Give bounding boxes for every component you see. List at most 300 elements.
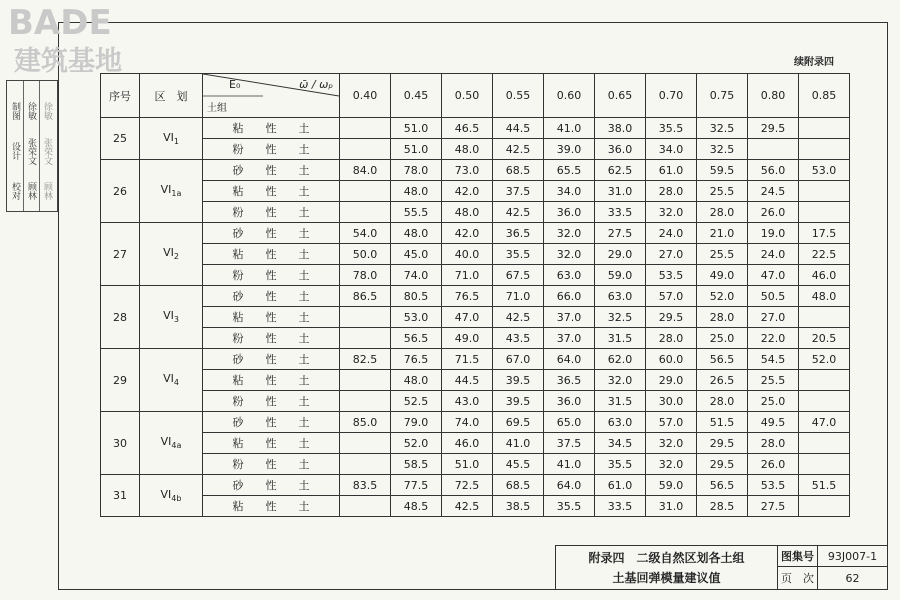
modulus-value: 36.0 [595, 139, 646, 160]
soil-type: 粘性土 [203, 307, 340, 328]
zone-name [140, 286, 203, 349]
modulus-value: 65.0 [544, 412, 595, 433]
modulus-value: 26.5 [697, 370, 748, 391]
modulus-value: 29.5 [697, 433, 748, 454]
modulus-value: 71.5 [442, 349, 493, 370]
modulus-value: 46.5 [442, 118, 493, 139]
modulus-value: 39.0 [544, 139, 595, 160]
zone-subscript: 4b [171, 494, 182, 504]
header-col: 0.60 [544, 74, 595, 118]
modulus-value: 27.5 [748, 496, 799, 517]
modulus-value: 59.5 [697, 160, 748, 181]
modulus-value [340, 202, 391, 223]
modulus-value: 28.0 [697, 391, 748, 412]
modulus-value: 83.5 [340, 475, 391, 496]
modulus-value: 33.5 [595, 496, 646, 517]
zone-name [140, 412, 203, 475]
modulus-value: 47.0 [748, 265, 799, 286]
modulus-value: 34.0 [646, 139, 697, 160]
modulus-value: 25.5 [748, 370, 799, 391]
modulus-value: 39.5 [493, 370, 544, 391]
modulus-value: 31.0 [595, 181, 646, 202]
zone-name [140, 349, 203, 412]
modulus-value [340, 454, 391, 475]
modulus-value: 45.0 [391, 244, 442, 265]
modulus-value: 47.0 [442, 307, 493, 328]
header-no: 序号 [101, 74, 140, 118]
modulus-value: 22.0 [748, 328, 799, 349]
zone-code: VI [163, 309, 174, 323]
modulus-value: 29.5 [748, 118, 799, 139]
modulus-value: 32.5 [697, 139, 748, 160]
modulus-value: 47.0 [799, 412, 850, 433]
modulus-value [340, 307, 391, 328]
modulus-value: 48.0 [391, 370, 442, 391]
modulus-value: 42.5 [442, 496, 493, 517]
modulus-value: 62.0 [595, 349, 646, 370]
soil-type: 粉性土 [203, 328, 340, 349]
signature-drafting: 徐敏 [42, 102, 52, 120]
modulus-table-container [100, 73, 850, 517]
table-row [101, 496, 850, 517]
modulus-value [799, 139, 850, 160]
modulus-value: 24.0 [646, 223, 697, 244]
modulus-value: 27.0 [646, 244, 697, 265]
modulus-value: 32.0 [646, 202, 697, 223]
zone-subscript: 4 [173, 378, 179, 388]
modulus-value: 35.5 [544, 496, 595, 517]
modulus-value: 42.5 [493, 202, 544, 223]
modulus-value: 36.5 [544, 370, 595, 391]
modulus-value [799, 370, 850, 391]
zone-subscript: 3 [173, 315, 179, 325]
modulus-value: 35.5 [646, 118, 697, 139]
modulus-value: 64.0 [544, 475, 595, 496]
modulus-value: 32.0 [646, 454, 697, 475]
page-number: 62 [845, 571, 860, 585]
modulus-value: 36.0 [544, 391, 595, 412]
modulus-value: 32.0 [595, 370, 646, 391]
modulus-value: 25.5 [697, 244, 748, 265]
modulus-value: 40.0 [442, 244, 493, 265]
modulus-value: 56.5 [697, 349, 748, 370]
modulus-value: 29.0 [595, 244, 646, 265]
modulus-value: 36.5 [493, 223, 544, 244]
modulus-value: 46.0 [799, 265, 850, 286]
zone-code: VI [160, 183, 172, 197]
soil-type: 砂性土 [203, 412, 340, 433]
modulus-value: 37.0 [544, 328, 595, 349]
header-col: 0.55 [493, 74, 544, 118]
modulus-value: 28.5 [697, 496, 748, 517]
atlas-label: 图集号 [778, 546, 818, 567]
modulus-value: 35.5 [595, 454, 646, 475]
table-row [101, 223, 850, 244]
modulus-value: 67.0 [493, 349, 544, 370]
modulus-value: 52.0 [697, 286, 748, 307]
modulus-value: 48.0 [799, 286, 850, 307]
modulus-value: 56.0 [748, 160, 799, 181]
soil-type: 砂性土 [203, 475, 340, 496]
table-row [101, 475, 850, 496]
modulus-value: 28.0 [646, 328, 697, 349]
modulus-value: 53.5 [748, 475, 799, 496]
modulus-value [799, 118, 850, 139]
table-row [101, 118, 850, 139]
modulus-value: 51.5 [799, 475, 850, 496]
modulus-value: 63.0 [544, 265, 595, 286]
modulus-value: 49.0 [697, 265, 748, 286]
modulus-value [340, 433, 391, 454]
modulus-value: 43.0 [442, 391, 493, 412]
table-header-row [101, 74, 850, 118]
modulus-value: 17.5 [799, 223, 850, 244]
modulus-value: 26.0 [748, 202, 799, 223]
modulus-value [799, 391, 850, 412]
modulus-value: 41.0 [493, 433, 544, 454]
name-design: 张荣文 [26, 137, 36, 165]
modulus-value: 76.5 [442, 286, 493, 307]
zone-name [140, 223, 203, 286]
modulus-value: 24.5 [748, 181, 799, 202]
table-row [101, 307, 850, 328]
zone-number: 28 [101, 286, 140, 349]
watermark-site: 建筑基地 [14, 46, 122, 76]
modulus-value [340, 118, 391, 139]
modulus-value: 41.0 [544, 118, 595, 139]
modulus-value: 25.5 [697, 181, 748, 202]
modulus-value: 79.0 [391, 412, 442, 433]
soil-type: 粉性土 [203, 202, 340, 223]
approval-col-signatures [39, 81, 55, 211]
modulus-value: 62.5 [595, 160, 646, 181]
role-drafting: 制图 [10, 102, 20, 120]
modulus-value: 43.5 [493, 328, 544, 349]
modulus-value: 32.5 [697, 118, 748, 139]
modulus-value: 61.0 [646, 160, 697, 181]
modulus-value [799, 181, 850, 202]
modulus-value: 28.0 [748, 433, 799, 454]
modulus-value: 28.0 [697, 202, 748, 223]
zone-subscript: 2 [173, 252, 179, 262]
modulus-value: 76.5 [391, 349, 442, 370]
header-ratio: ω̄ / ωₚ [299, 78, 333, 91]
modulus-value: 21.0 [697, 223, 748, 244]
modulus-value [799, 454, 850, 475]
soil-type: 粘性土 [203, 433, 340, 454]
soil-type: 粉性土 [203, 454, 340, 475]
title-block [555, 545, 887, 589]
header-diagonal-cell [203, 74, 340, 118]
modulus-value: 69.5 [493, 412, 544, 433]
modulus-value: 31.5 [595, 328, 646, 349]
table-row [101, 328, 850, 349]
modulus-value: 28.0 [697, 307, 748, 328]
table-row [101, 349, 850, 370]
header-col: 0.70 [646, 74, 697, 118]
watermark-brand: BADE [8, 3, 112, 43]
page-label: 页 次 [778, 567, 818, 589]
table-body [101, 118, 850, 517]
modulus-value: 71.0 [442, 265, 493, 286]
header-eo: E₀ [229, 78, 241, 91]
zone-code: VI [163, 372, 174, 386]
role-design: 设计 [10, 142, 20, 160]
modulus-value: 46.0 [442, 433, 493, 454]
modulus-value: 29.0 [646, 370, 697, 391]
modulus-value: 41.0 [544, 454, 595, 475]
soil-type: 粉性土 [203, 139, 340, 160]
modulus-value: 52.0 [799, 349, 850, 370]
modulus-value: 52.0 [391, 433, 442, 454]
modulus-value [340, 328, 391, 349]
name-check: 顾林 [26, 182, 36, 200]
soil-type: 粘性土 [203, 370, 340, 391]
table-row [101, 391, 850, 412]
modulus-value: 63.0 [595, 412, 646, 433]
zone-number: 30 [101, 412, 140, 475]
header-col: 0.45 [391, 74, 442, 118]
modulus-value: 53.5 [646, 265, 697, 286]
zone-code: VI [163, 246, 174, 260]
modulus-value: 64.0 [544, 349, 595, 370]
modulus-value: 53.0 [799, 160, 850, 181]
approval-col-names [23, 81, 40, 211]
modulus-value: 71.0 [493, 286, 544, 307]
drawing-title-line1: 附录四 二级自然区划各土组 [588, 551, 745, 565]
modulus-value: 50.0 [340, 244, 391, 265]
modulus-value: 48.0 [442, 139, 493, 160]
atlas-number: 93J007-1 [818, 546, 887, 567]
modulus-value [799, 202, 850, 223]
role-check: 校对 [10, 182, 20, 200]
soil-type: 粉性土 [203, 391, 340, 412]
table-row [101, 433, 850, 454]
modulus-value: 33.5 [595, 202, 646, 223]
header-zone: 区 划 [140, 74, 203, 118]
table-row [101, 454, 850, 475]
modulus-value: 51.5 [697, 412, 748, 433]
header-col: 0.50 [442, 74, 493, 118]
modulus-value [748, 139, 799, 160]
modulus-value: 51.0 [391, 118, 442, 139]
soil-type: 粘性土 [203, 118, 340, 139]
modulus-value: 38.0 [595, 118, 646, 139]
modulus-value: 61.0 [595, 475, 646, 496]
modulus-value: 86.5 [340, 286, 391, 307]
modulus-value: 25.0 [697, 328, 748, 349]
soil-type: 粘性土 [203, 496, 340, 517]
modulus-value: 52.5 [391, 391, 442, 412]
approval-col-roles [7, 81, 24, 211]
soil-type: 砂性土 [203, 349, 340, 370]
modulus-value: 27.0 [748, 307, 799, 328]
zone-name [140, 475, 203, 517]
modulus-value: 48.0 [442, 202, 493, 223]
zone-code: VI [163, 130, 174, 144]
zone-code: VI [160, 487, 172, 501]
modulus-value: 82.5 [340, 349, 391, 370]
soil-type: 粘性土 [203, 181, 340, 202]
table-row [101, 160, 850, 181]
modulus-value: 48.5 [391, 496, 442, 517]
modulus-value: 30.0 [646, 391, 697, 412]
soil-type: 粘性土 [203, 244, 340, 265]
modulus-value: 49.0 [442, 328, 493, 349]
table-row [101, 265, 850, 286]
modulus-value: 65.5 [544, 160, 595, 181]
modulus-value: 74.0 [391, 265, 442, 286]
modulus-value: 78.0 [340, 265, 391, 286]
modulus-value [340, 181, 391, 202]
zone-number: 29 [101, 349, 140, 412]
modulus-value: 32.0 [646, 433, 697, 454]
modulus-value [340, 370, 391, 391]
header-col: 0.40 [340, 74, 391, 118]
modulus-value: 25.0 [748, 391, 799, 412]
soil-type: 砂性土 [203, 286, 340, 307]
table-row [101, 370, 850, 391]
modulus-value: 59.0 [595, 265, 646, 286]
modulus-value: 22.5 [799, 244, 850, 265]
modulus-value: 42.0 [442, 223, 493, 244]
soil-type: 砂性土 [203, 160, 340, 181]
modulus-value: 84.0 [340, 160, 391, 181]
header-soil-group: 土组 [207, 103, 227, 114]
modulus-value [799, 307, 850, 328]
modulus-value: 57.0 [646, 412, 697, 433]
bade-watermark-logo [6, 2, 156, 76]
modulus-value: 54.5 [748, 349, 799, 370]
modulus-value: 28.0 [646, 181, 697, 202]
modulus-value [340, 139, 391, 160]
zone-code: VI [160, 435, 172, 449]
modulus-value: 63.0 [595, 286, 646, 307]
modulus-value: 37.5 [493, 181, 544, 202]
modulus-value: 37.5 [544, 433, 595, 454]
zone-name [140, 118, 203, 160]
modulus-value: 32.0 [544, 244, 595, 265]
modulus-value: 51.0 [391, 139, 442, 160]
modulus-value: 60.0 [646, 349, 697, 370]
modulus-value: 53.0 [391, 307, 442, 328]
modulus-value: 26.0 [748, 454, 799, 475]
modulus-value: 31.0 [646, 496, 697, 517]
table-row [101, 244, 850, 265]
zone-subscript: 1a [171, 189, 182, 199]
modulus-value: 31.5 [595, 391, 646, 412]
modulus-value: 58.5 [391, 454, 442, 475]
modulus-value: 24.0 [748, 244, 799, 265]
modulus-value: 29.5 [646, 307, 697, 328]
modulus-value: 45.5 [493, 454, 544, 475]
modulus-value [799, 433, 850, 454]
table-row [101, 202, 850, 223]
modulus-value: 59.0 [646, 475, 697, 496]
modulus-table [100, 73, 850, 517]
drawing-title-line2: 土基回弹模量建议值 [612, 571, 721, 585]
modulus-value: 48.0 [391, 223, 442, 244]
header-col: 0.65 [595, 74, 646, 118]
zone-subscript: 1 [173, 137, 179, 147]
name-drafting: 徐敏 [26, 102, 36, 120]
table-row [101, 139, 850, 160]
modulus-value: 50.5 [748, 286, 799, 307]
modulus-value: 35.5 [493, 244, 544, 265]
modulus-value: 54.0 [340, 223, 391, 244]
zone-number: 27 [101, 223, 140, 286]
zone-number: 31 [101, 475, 140, 517]
modulus-value [340, 496, 391, 517]
modulus-value: 68.5 [493, 475, 544, 496]
modulus-value: 66.0 [544, 286, 595, 307]
modulus-value: 51.0 [442, 454, 493, 475]
signature-design: 张荣文 [42, 137, 52, 165]
modulus-value: 42.5 [493, 139, 544, 160]
modulus-value: 55.5 [391, 202, 442, 223]
modulus-value: 29.5 [697, 454, 748, 475]
table-row [101, 412, 850, 433]
modulus-value: 49.5 [748, 412, 799, 433]
modulus-value: 68.5 [493, 160, 544, 181]
modulus-value: 77.5 [391, 475, 442, 496]
zone-number: 25 [101, 118, 140, 160]
modulus-value: 42.0 [442, 181, 493, 202]
modulus-value: 36.0 [544, 202, 595, 223]
modulus-value: 48.0 [391, 181, 442, 202]
modulus-value: 56.5 [391, 328, 442, 349]
modulus-value: 37.0 [544, 307, 595, 328]
modulus-value: 85.0 [340, 412, 391, 433]
signature-check: 顾林 [42, 182, 52, 200]
header-col: 0.85 [799, 74, 850, 118]
modulus-value: 19.0 [748, 223, 799, 244]
modulus-value: 56.5 [697, 475, 748, 496]
modulus-value: 78.0 [391, 160, 442, 181]
soil-type: 砂性土 [203, 223, 340, 244]
modulus-value [340, 391, 391, 412]
continuation-label: 续附录四 [794, 57, 834, 68]
modulus-value: 74.0 [442, 412, 493, 433]
modulus-value: 67.5 [493, 265, 544, 286]
soil-type: 粉性土 [203, 265, 340, 286]
modulus-value: 39.5 [493, 391, 544, 412]
table-row [101, 181, 850, 202]
approval-stamp [6, 80, 58, 212]
modulus-value: 73.0 [442, 160, 493, 181]
modulus-value: 32.5 [595, 307, 646, 328]
drawing-title [556, 546, 778, 589]
header-col: 0.80 [748, 74, 799, 118]
zone-subscript: 4a [171, 441, 182, 451]
modulus-value: 34.0 [544, 181, 595, 202]
modulus-value: 44.5 [493, 118, 544, 139]
modulus-value: 32.0 [544, 223, 595, 244]
zone-name [140, 160, 203, 223]
zone-number: 26 [101, 160, 140, 223]
modulus-value: 34.5 [595, 433, 646, 454]
modulus-value: 72.5 [442, 475, 493, 496]
modulus-value: 42.5 [493, 307, 544, 328]
modulus-value: 20.5 [799, 328, 850, 349]
modulus-value: 27.5 [595, 223, 646, 244]
table-row [101, 286, 850, 307]
modulus-value [799, 496, 850, 517]
modulus-value: 80.5 [391, 286, 442, 307]
modulus-value: 44.5 [442, 370, 493, 391]
modulus-value: 38.5 [493, 496, 544, 517]
header-col: 0.75 [697, 74, 748, 118]
